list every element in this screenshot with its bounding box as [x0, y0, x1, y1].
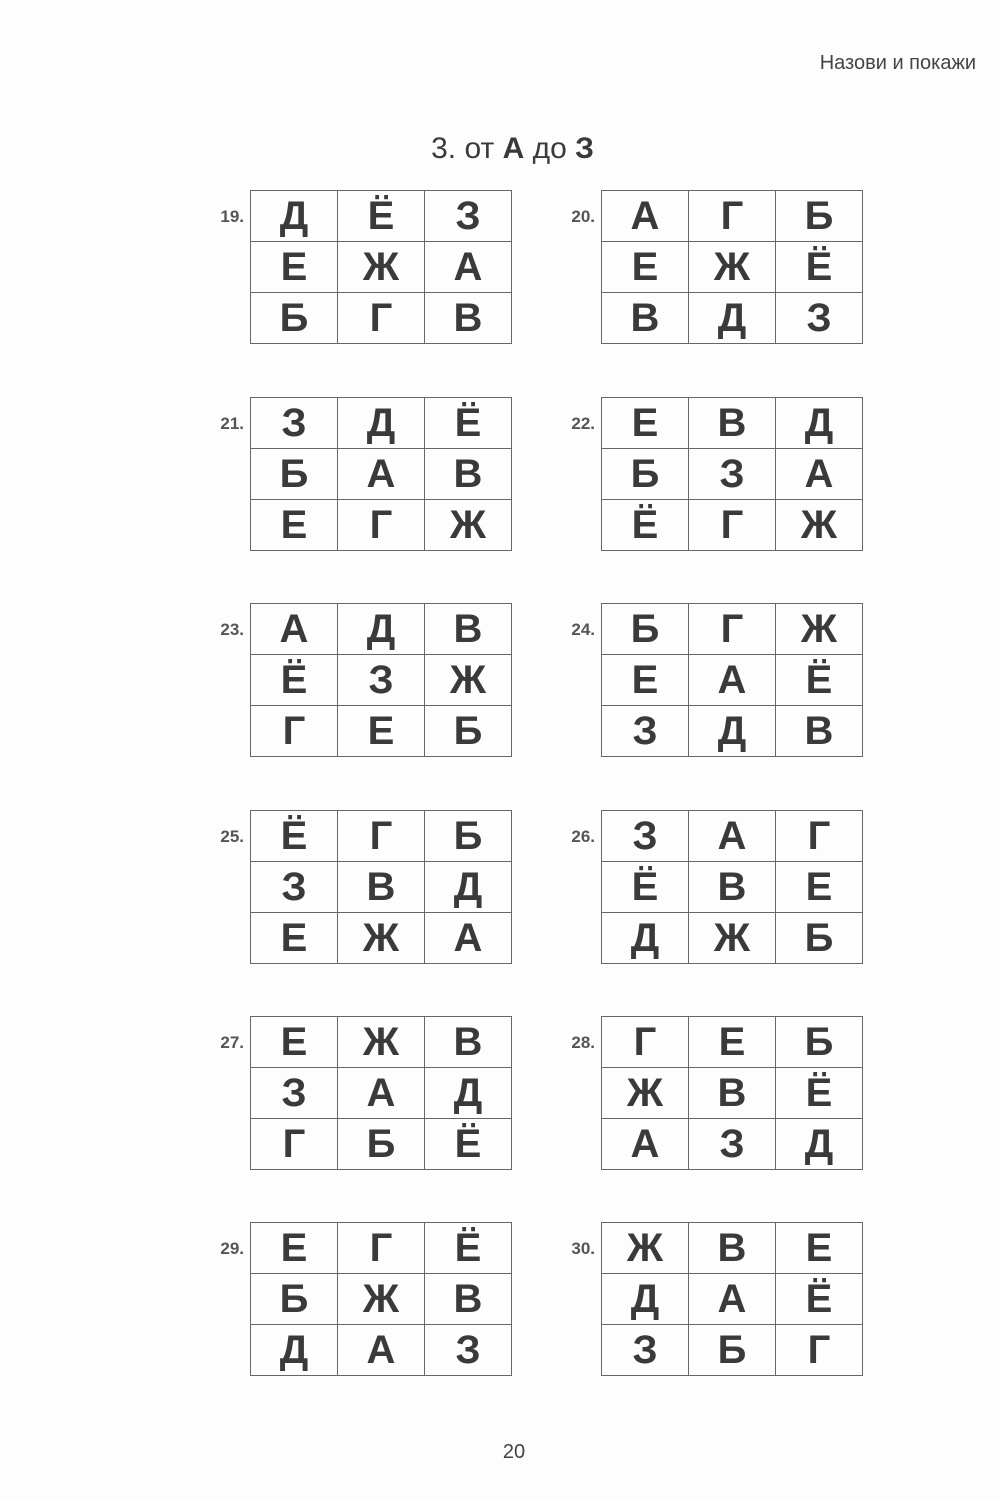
- exercise-number: 22.: [571, 414, 595, 433]
- letter-cell: Д: [425, 862, 512, 913]
- letter-grid: [220, 397, 512, 551]
- letter-cell: А: [689, 1274, 776, 1325]
- letter-cell: А: [602, 1119, 689, 1170]
- letter-cell: Ё: [425, 1119, 512, 1170]
- letter-cell: Г: [776, 811, 863, 862]
- letter-cell: В: [425, 1017, 512, 1068]
- letter-row: [251, 449, 512, 500]
- letter-row: [602, 1325, 863, 1376]
- letter-row: [251, 1068, 512, 1119]
- letter-cell: Ё: [251, 655, 338, 706]
- letter-grid: [571, 1222, 863, 1376]
- exercise-number: 20.: [571, 207, 595, 226]
- letter-row: [602, 1068, 863, 1119]
- letter-cell: Е: [776, 1223, 863, 1274]
- letter-table: [601, 1016, 863, 1170]
- letter-cell: Г: [602, 1017, 689, 1068]
- letter-cell: Б: [776, 191, 863, 242]
- letter-cell: З: [251, 862, 338, 913]
- letter-cell: Ё: [425, 1223, 512, 1274]
- letter-cell: Ё: [425, 398, 512, 449]
- letter-grid: [220, 1016, 512, 1170]
- title-from-letter: А: [502, 132, 525, 165]
- letter-cell: Б: [602, 449, 689, 500]
- letter-cell: З: [251, 398, 338, 449]
- letter-row: [251, 1223, 512, 1274]
- letter-cell: А: [689, 655, 776, 706]
- letter-cell: Ж: [776, 604, 863, 655]
- letter-cell: Д: [776, 398, 863, 449]
- exercise-number: 25.: [220, 827, 244, 846]
- letter-cell: Г: [338, 500, 425, 551]
- letter-row: [602, 706, 863, 757]
- letter-cell: В: [425, 1274, 512, 1325]
- letter-row: [251, 500, 512, 551]
- letter-cell: В: [689, 862, 776, 913]
- letter-table: [250, 1016, 512, 1170]
- letter-cell: З: [425, 1325, 512, 1376]
- letter-cell: З: [776, 293, 863, 344]
- letter-cell: Г: [776, 1325, 863, 1376]
- letter-table: [601, 190, 863, 344]
- letter-cell: Г: [338, 811, 425, 862]
- letter-cell: Ж: [689, 242, 776, 293]
- letter-row: [251, 1325, 512, 1376]
- letter-cell: Д: [689, 293, 776, 344]
- letter-cell: В: [689, 1223, 776, 1274]
- letter-cell: Б: [776, 1017, 863, 1068]
- letter-row: [602, 191, 863, 242]
- letter-table: [250, 810, 512, 964]
- letter-cell: З: [602, 706, 689, 757]
- letter-table: [250, 190, 512, 344]
- letter-row: [602, 1119, 863, 1170]
- letter-cell: Е: [776, 862, 863, 913]
- letter-cell: Ж: [425, 655, 512, 706]
- letter-cell: Е: [602, 398, 689, 449]
- letter-cell: Д: [251, 191, 338, 242]
- letter-cell: Г: [251, 706, 338, 757]
- letter-grid: [571, 810, 863, 964]
- letter-cell: Г: [689, 500, 776, 551]
- letter-row: [251, 811, 512, 862]
- letter-cell: Ё: [251, 811, 338, 862]
- letter-row: [251, 604, 512, 655]
- letter-row: [602, 449, 863, 500]
- letter-cell: Е: [251, 913, 338, 964]
- letter-grid: [571, 1016, 863, 1170]
- letter-row: [251, 655, 512, 706]
- letter-cell: Б: [251, 293, 338, 344]
- letter-row: [251, 706, 512, 757]
- letter-cell: Е: [251, 1223, 338, 1274]
- letter-cell: Ж: [338, 913, 425, 964]
- letter-cell: Д: [425, 1068, 512, 1119]
- exercise-number: 27.: [220, 1033, 244, 1052]
- letter-cell: В: [338, 862, 425, 913]
- letter-grid: [571, 397, 863, 551]
- letter-row: [602, 1274, 863, 1325]
- letter-cell: З: [338, 655, 425, 706]
- letter-table: [250, 1222, 512, 1376]
- letter-cell: А: [425, 242, 512, 293]
- letter-cell: Б: [251, 1274, 338, 1325]
- letter-cell: Е: [338, 706, 425, 757]
- letter-cell: А: [689, 811, 776, 862]
- letter-cell: А: [602, 191, 689, 242]
- letter-cell: А: [251, 604, 338, 655]
- letter-cell: Д: [602, 913, 689, 964]
- letter-cell: Г: [338, 293, 425, 344]
- exercise-number: 21.: [220, 414, 244, 433]
- letter-cell: В: [425, 293, 512, 344]
- letter-row: [602, 242, 863, 293]
- letter-grid: [571, 190, 863, 344]
- letter-row: [251, 242, 512, 293]
- letter-cell: В: [689, 398, 776, 449]
- letter-row: [251, 1017, 512, 1068]
- letter-cell: Е: [602, 655, 689, 706]
- letter-cell: Б: [602, 604, 689, 655]
- letter-row: [251, 398, 512, 449]
- letter-cell: Г: [689, 191, 776, 242]
- exercise-number: 30.: [571, 1239, 595, 1258]
- letter-row: [602, 398, 863, 449]
- letter-cell: З: [689, 1119, 776, 1170]
- letter-cell: А: [338, 1325, 425, 1376]
- letter-cell: Г: [689, 604, 776, 655]
- exercise-number: 26.: [571, 827, 595, 846]
- letter-cell: Ж: [776, 500, 863, 551]
- letter-cell: Ё: [602, 862, 689, 913]
- letter-cell: Ж: [602, 1068, 689, 1119]
- letter-grid: [571, 603, 863, 757]
- letter-cell: З: [425, 191, 512, 242]
- letter-cell: Ё: [338, 191, 425, 242]
- letter-cell: Г: [251, 1119, 338, 1170]
- exercise-number: 29.: [220, 1239, 244, 1258]
- section-number: 3.: [431, 132, 457, 165]
- letter-grid: [220, 603, 512, 757]
- letter-row: [602, 655, 863, 706]
- exercise-number: 28.: [571, 1033, 595, 1052]
- letter-grid: [220, 1222, 512, 1376]
- letter-table: [250, 603, 512, 757]
- letter-cell: З: [602, 1325, 689, 1376]
- letter-cell: Г: [338, 1223, 425, 1274]
- letter-table: [601, 397, 863, 551]
- letter-row: [251, 913, 512, 964]
- letter-cell: Е: [251, 242, 338, 293]
- page-number: 20: [502, 1441, 526, 1463]
- letter-cell: Ж: [689, 913, 776, 964]
- letter-grid: [220, 190, 512, 344]
- letter-cell: Б: [338, 1119, 425, 1170]
- letter-cell: В: [689, 1068, 776, 1119]
- exercise-number: 19.: [220, 207, 244, 226]
- letter-cell: Д: [338, 398, 425, 449]
- section-title: [0, 132, 1000, 166]
- title-to-letter: З: [575, 132, 594, 165]
- letter-cell: Ё: [776, 655, 863, 706]
- letter-cell: Ё: [776, 242, 863, 293]
- letter-cell: Ж: [338, 1017, 425, 1068]
- letter-row: [251, 1274, 512, 1325]
- letter-row: [251, 1119, 512, 1170]
- letter-table: [601, 1222, 863, 1376]
- letter-row: [602, 1017, 863, 1068]
- letter-cell: Д: [338, 604, 425, 655]
- letter-cell: Ж: [602, 1223, 689, 1274]
- letter-cell: Е: [251, 500, 338, 551]
- letter-cell: Б: [251, 449, 338, 500]
- letter-row: [251, 191, 512, 242]
- letter-cell: Е: [602, 242, 689, 293]
- letter-row: [602, 500, 863, 551]
- title-to-word: до: [532, 132, 567, 165]
- letter-cell: Ё: [602, 500, 689, 551]
- letter-table: [250, 397, 512, 551]
- letter-cell: Д: [776, 1119, 863, 1170]
- letter-cell: Д: [689, 706, 776, 757]
- letter-grid: [220, 810, 512, 964]
- letter-row: [602, 913, 863, 964]
- letter-cell: Е: [251, 1017, 338, 1068]
- letter-cell: З: [251, 1068, 338, 1119]
- exercise-number: 24.: [571, 620, 595, 639]
- letter-cell: Б: [425, 706, 512, 757]
- letter-row: [602, 862, 863, 913]
- letter-cell: В: [602, 293, 689, 344]
- letter-cell: Ж: [338, 242, 425, 293]
- letter-cell: А: [425, 913, 512, 964]
- letter-cell: В: [425, 604, 512, 655]
- letter-row: [602, 604, 863, 655]
- title-from-word: от: [464, 132, 495, 165]
- letter-cell: Б: [776, 913, 863, 964]
- letter-cell: Ё: [776, 1274, 863, 1325]
- letter-cell: Д: [602, 1274, 689, 1325]
- letter-row: [602, 1223, 863, 1274]
- letter-cell: Б: [689, 1325, 776, 1376]
- letter-table: [601, 810, 863, 964]
- exercise-number: 23.: [220, 620, 244, 639]
- letter-row: [251, 293, 512, 344]
- letter-cell: Ж: [425, 500, 512, 551]
- letter-cell: В: [425, 449, 512, 500]
- letter-cell: А: [338, 1068, 425, 1119]
- letter-cell: А: [338, 449, 425, 500]
- letter-cell: З: [602, 811, 689, 862]
- letter-cell: З: [689, 449, 776, 500]
- letter-table: [601, 603, 863, 757]
- letter-row: [602, 293, 863, 344]
- letter-cell: Ё: [776, 1068, 863, 1119]
- letter-cell: Б: [425, 811, 512, 862]
- running-header: Назови и покажи: [819, 52, 976, 74]
- letter-cell: Ж: [338, 1274, 425, 1325]
- letter-cell: Е: [689, 1017, 776, 1068]
- letter-cell: А: [776, 449, 863, 500]
- letter-cell: Д: [251, 1325, 338, 1376]
- letter-row: [602, 811, 863, 862]
- letter-row: [251, 862, 512, 913]
- letter-cell: В: [776, 706, 863, 757]
